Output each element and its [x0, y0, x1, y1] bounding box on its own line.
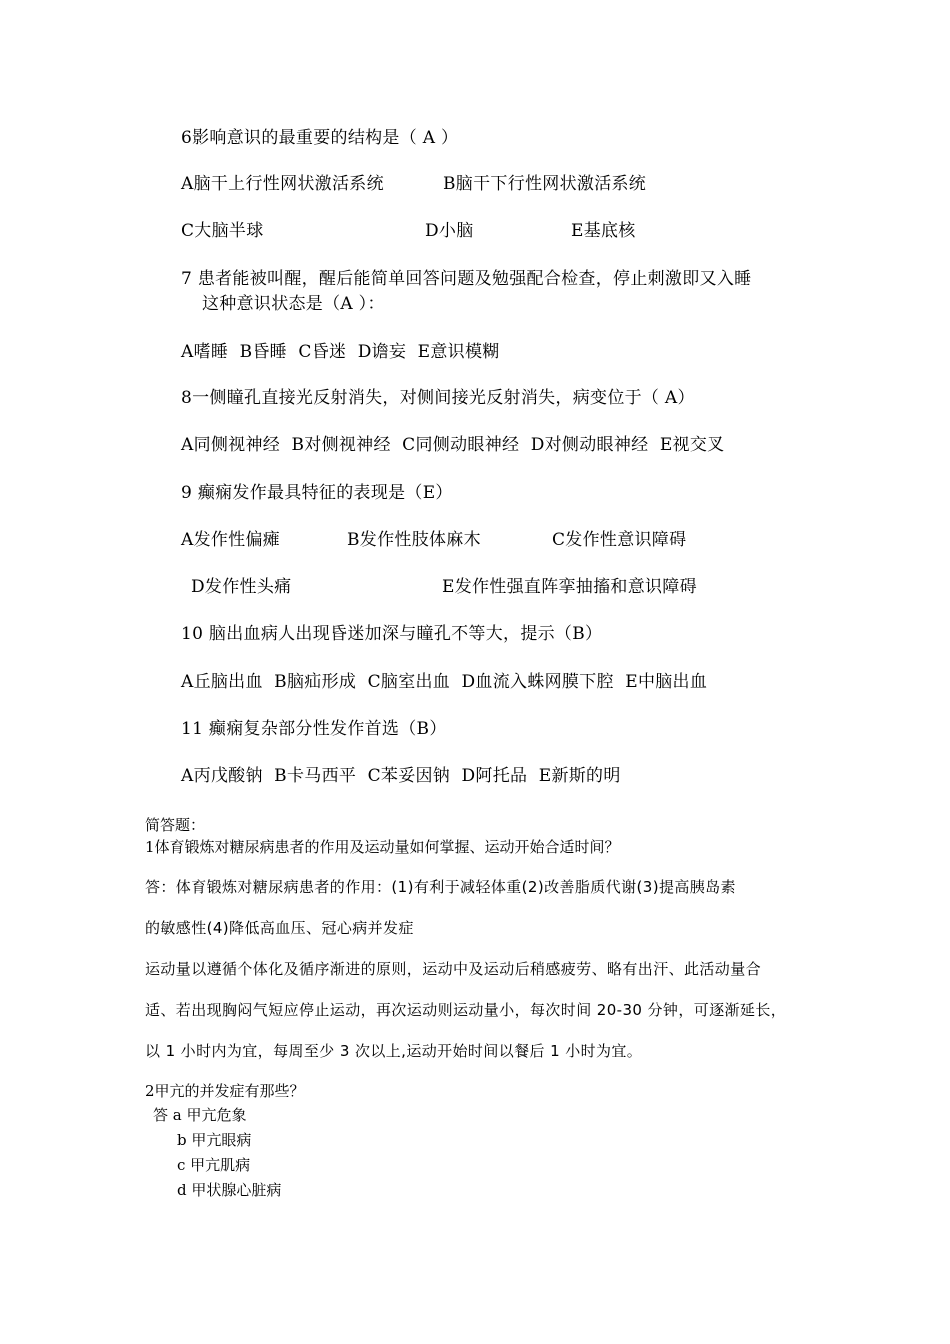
short-answer-2-answer-c: c 甲亢肌病 — [177, 1156, 251, 1174]
question-6-option-a: A脑干上行性网状激活系统 — [181, 174, 384, 194]
short-answer-2-answer-a: 答 a 甲亢危象 — [153, 1106, 247, 1124]
question-11-options: A丙戊酸钠 B卡马西平 C苯妥因钠 D阿托品 E新斯的明 — [181, 766, 621, 786]
question-6-option-e: E基底核 — [571, 221, 636, 241]
question-8-options: A同侧视神经 B对侧视神经 C同侧动眼神经 D对侧动眼神经 E视交叉 — [181, 435, 725, 455]
question-8-stem: 8一侧瞳孔直接光反射消失，对侧间接光反射消失，病变位于（ A） — [181, 388, 695, 408]
question-6-option-b: B脑干下行性网状激活系统 — [443, 174, 647, 194]
question-9-option-c: C发作性意识障碍 — [552, 530, 687, 550]
question-7-stem-line-1: 7 患者能被叫醒，醒后能简单回答问题及勉强配合检查，停止刺激即又入睡 — [181, 269, 752, 289]
short-answer-1-answer-line-2: 的敏感性(4)降低高血压、冠心病并发症 — [145, 919, 414, 937]
short-answer-2-answer-d: d 甲状腺心脏病 — [177, 1181, 282, 1199]
short-answer-1-answer-line-1: 答：体育锻炼对糖尿病患者的作用：(1)有利于减轻体重(2)改善脂质代谢(3)提高胰岛素 — [145, 878, 736, 896]
short-answer-2-answer-b: b 甲亢眼病 — [177, 1131, 252, 1149]
question-7-stem-line-2: 这种意识状态是（A ）： — [202, 294, 385, 314]
question-6-option-d: D小脑 — [425, 221, 474, 241]
question-6-option-c: C大脑半球 — [181, 221, 264, 241]
question-10-options: A丘脑出血 B脑疝形成 C脑室出血 D血流入蛛网膜下腔 E中脑出血 — [181, 672, 708, 692]
short-answer-1-answer-line-5: 以 1 小时内为宜，每周至少 3 次以上,运动开始时间以餐后 1 小时为宜。 — [145, 1042, 643, 1060]
short-answer-1-answer-line-3: 运动量以遵循个体化及循序渐进的原则，运动中及运动后稍感疲劳、略有出汗、此活动量合 — [145, 960, 762, 978]
question-9-stem: 9 癫痫发作最具特征的表现是（E） — [181, 483, 453, 503]
question-9-option-e: E发作性强直阵挛抽搐和意识障碍 — [442, 577, 697, 597]
question-11-stem: 11 癫痫复杂部分性发作首选（B） — [181, 719, 447, 739]
question-7-options: A嗜睡 B昏睡 C昏迷 D谵妄 E意识模糊 — [181, 342, 500, 362]
question-9-option-b: B发作性肢体麻木 — [347, 530, 481, 550]
short-answer-question-2: 2甲亢的并发症有那些？ — [145, 1082, 305, 1100]
question-9-option-a: A发作性偏瘫 — [181, 530, 281, 550]
short-answer-1-answer-line-4: 适、若出现胸闷气短应停止运动，再次运动则运动量小，每次时间 20-30 分钟，可逐渐延长， — [145, 1001, 787, 1019]
short-answer-question-1: 1体育锻炼对糖尿病患者的作用及运动量如何掌握、运动开始合适时间？ — [145, 838, 620, 856]
question-6-stem: 6影响意识的最重要的结构是（ A ） — [181, 128, 459, 148]
question-9-option-d: D发作性头痛 — [191, 577, 292, 597]
question-10-stem: 10 脑出血病人出现昏迷加深与瞳孔不等大，提示（B） — [181, 624, 603, 644]
section-heading-short-answer: 简答题： — [145, 816, 206, 834]
